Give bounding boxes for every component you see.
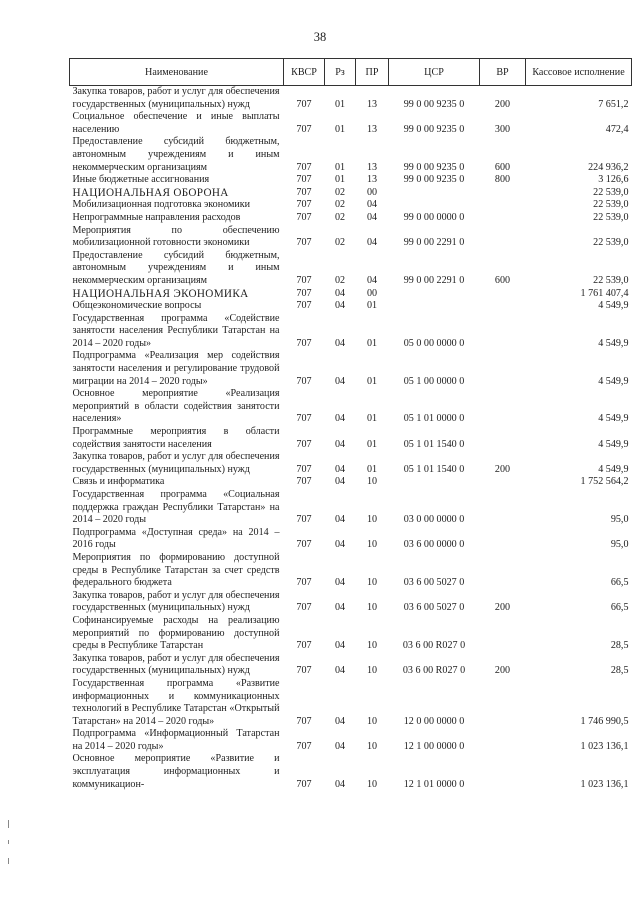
cell-rz: 04 — [334, 577, 346, 589]
cell-vr: 600 — [494, 274, 511, 286]
table-row — [70, 552, 632, 590]
cell-vr — [480, 527, 526, 552]
cell-name: Государственная программа «Развитие информационных и коммуникационных технологий в Республике Татарстан «Открытый Татарстан» на 2014 – 2020 годы» — [72, 677, 280, 727]
cell-name: Основное мероприятие «Реализация мероприятий в области содействия занятости населения» — [72, 388, 280, 425]
cell-csr: 03 6 00 5027 0 — [403, 602, 465, 614]
table-row — [70, 187, 632, 200]
cell-kvsr: 707 — [296, 123, 312, 135]
budget-table — [69, 58, 632, 791]
header-kvsr: КВСР — [284, 59, 325, 86]
cell-kvsr: 707 — [296, 640, 312, 652]
cell-kvsr: 707 — [296, 539, 312, 551]
cell-vr — [480, 187, 526, 200]
cell-rz: 04 — [334, 287, 346, 299]
cell-kvsr: 707 — [296, 375, 312, 387]
cell-kvsr: 707 — [296, 98, 312, 110]
cell-kvsr: 707 — [296, 778, 312, 790]
cell-vr: 200 — [494, 463, 511, 475]
cell-kvsr: 707 — [296, 211, 312, 223]
cell-sum: 1 752 564,2 — [580, 476, 629, 488]
cell-vr — [480, 426, 526, 451]
cell-pr: 13 — [366, 123, 378, 135]
cell-pr: 13 — [366, 98, 378, 110]
cell-kvsr: 707 — [296, 740, 312, 752]
cell-name: Связь и информатика — [72, 476, 165, 488]
cell-rz: 04 — [334, 413, 346, 425]
table-row — [70, 678, 632, 728]
table-row — [70, 288, 632, 301]
table-row — [70, 653, 632, 678]
cell-vr — [480, 313, 526, 351]
cell-pr: 10 — [366, 740, 378, 752]
cell-sum: 472,4 — [605, 123, 629, 135]
table-row — [70, 225, 632, 250]
cell-pr: 01 — [366, 375, 378, 387]
cell-csr: 05 1 01 1540 0 — [403, 438, 465, 450]
cell-name: Мероприятия по обеспечению мобилизационной готовности экономики — [72, 224, 280, 249]
table-row — [70, 86, 632, 112]
cell-csr — [389, 288, 480, 301]
cell-pr: 01 — [366, 300, 378, 312]
table-header — [70, 59, 632, 86]
cell-sum: 3 126,6 — [598, 174, 629, 186]
cell-name: Закупка товаров, работ и услуг для обеспечения государственных (муниципальных) нужд — [72, 652, 280, 677]
cell-kvsr: 707 — [296, 186, 312, 198]
cell-sum: 224 936,2 — [588, 161, 629, 173]
cell-pr: 04 — [366, 237, 378, 249]
cell-vr: 200 — [494, 665, 511, 677]
cell-pr: 10 — [366, 665, 378, 677]
table-row — [70, 111, 632, 136]
cell-name: Софинансируемые расходы на реализацию мероприятий по формированию доступной среды в Республике Татарстан — [72, 614, 280, 652]
table-row — [70, 728, 632, 753]
table-row — [70, 615, 632, 653]
cell-name: Общеэкономические вопросы — [72, 300, 202, 312]
cell-rz: 01 — [334, 174, 346, 186]
cell-name: Предоставление субсидий бюджетным, автономным учреждениям и иным некоммерческим организациям — [72, 136, 280, 173]
cell-rz: 04 — [334, 602, 346, 614]
cell-vr — [480, 753, 526, 791]
cell-vr — [480, 678, 526, 728]
page-number: 38 — [313, 30, 327, 44]
cell-rz: 04 — [334, 740, 346, 752]
cell-pr: 01 — [366, 413, 378, 425]
cell-vr — [480, 476, 526, 489]
header-name: Наименование — [70, 59, 284, 86]
cell-rz: 02 — [334, 186, 346, 198]
cell-csr: 05 0 00 0000 0 — [403, 337, 465, 349]
cell-kvsr: 707 — [296, 199, 312, 211]
cell-sum: 4 549,9 — [598, 375, 629, 387]
cell-rz: 02 — [334, 274, 346, 286]
cell-csr: 03 6 00 R027 0 — [402, 665, 466, 677]
cell-kvsr: 707 — [296, 514, 312, 526]
cell-rz: 02 — [334, 199, 346, 211]
cell-sum: 95,0 — [610, 514, 629, 526]
cell-pr: 00 — [366, 186, 378, 198]
cell-name: Подпрограмма «Доступная среда» на 2014 – 2016 годы — [72, 526, 280, 551]
cell-name: Предоставление субсидий бюджетным, автономным учреждениям и иным некоммерческим организациям — [72, 249, 280, 286]
cell-kvsr: 707 — [296, 174, 312, 186]
cell-csr: 05 1 00 0000 0 — [403, 375, 465, 387]
margin-mark — [8, 840, 9, 844]
cell-kvsr: 707 — [296, 237, 312, 249]
cell-name: Государственная программа «Содействие занятости населения Республики Татарстан на 2014 – 2020 годы» — [72, 312, 280, 349]
cell-rz: 04 — [334, 300, 346, 312]
cell-vr — [480, 288, 526, 301]
cell-pr: 04 — [366, 199, 378, 211]
cell-vr — [480, 199, 526, 212]
table-row — [70, 426, 632, 451]
cell-pr: 01 — [366, 337, 378, 349]
cell-csr: 99 0 00 2291 0 — [403, 237, 465, 249]
cell-vr: 300 — [494, 123, 511, 135]
cell-pr: 10 — [366, 539, 378, 551]
cell-sum: 22 539,0 — [593, 186, 629, 198]
cell-name: Мобилизационная подготовка экономики — [72, 199, 251, 211]
table-row — [70, 300, 632, 313]
cell-name: НАЦИОНАЛЬНАЯ ЭКОНОМИКА — [72, 287, 249, 300]
cell-name: Государственная программа «Социальная поддержка граждан Республики Татарстан» на 2014 – 2020 годы — [72, 489, 280, 526]
cell-rz: 04 — [334, 778, 346, 790]
table-row — [70, 313, 632, 351]
table-row — [70, 388, 632, 426]
table-row — [70, 174, 632, 187]
cell-csr: 12 1 00 0000 0 — [403, 740, 465, 752]
cell-name: Закупка товаров, работ и услуг для обеспечения государственных (муниципальных) нужд — [72, 451, 280, 475]
table-row — [70, 590, 632, 615]
cell-pr: 01 — [366, 463, 378, 475]
cell-csr: 03 6 00 0000 0 — [403, 539, 465, 551]
table-row — [70, 527, 632, 552]
cell-pr: 10 — [366, 640, 378, 652]
cell-kvsr: 707 — [296, 476, 312, 488]
header-csr: ЦСР — [389, 59, 480, 86]
cell-pr: 10 — [366, 602, 378, 614]
cell-vr: 600 — [494, 161, 511, 173]
cell-sum: 4 549,9 — [598, 337, 629, 349]
cell-csr: 03 6 00 R027 0 — [402, 640, 466, 652]
cell-pr: 10 — [366, 577, 378, 589]
cell-sum: 1 023 136,1 — [580, 778, 629, 790]
cell-vr — [480, 225, 526, 250]
cell-csr: 99 0 00 9235 0 — [403, 98, 465, 110]
cell-name: НАЦИОНАЛЬНАЯ ОБОРОНА — [72, 186, 229, 199]
cell-name: Социальное обеспечение и иные выплаты населению — [72, 111, 280, 135]
table-row — [70, 136, 632, 174]
cell-sum: 95,0 — [610, 539, 629, 551]
cell-sum: 1 023 136,1 — [580, 740, 629, 752]
cell-name: Программные мероприятия в области содействия занятости населения — [72, 426, 280, 450]
cell-rz: 04 — [334, 539, 346, 551]
cell-kvsr: 707 — [296, 438, 312, 450]
table-row — [70, 250, 632, 288]
table-row — [70, 489, 632, 527]
cell-csr: 99 0 00 0000 0 — [403, 211, 465, 223]
cell-csr — [389, 300, 480, 313]
cell-sum: 22 539,0 — [593, 237, 629, 249]
cell-kvsr: 707 — [296, 161, 312, 173]
cell-sum: 1 746 990,5 — [580, 715, 629, 727]
cell-name: Мероприятия по формированию доступной среды в Республике Татарстан за счет средств федерального бюджета — [72, 551, 280, 589]
table-row — [70, 753, 632, 791]
cell-sum: 7 651,2 — [598, 98, 629, 110]
cell-csr: 03 0 00 0000 0 — [403, 514, 465, 526]
cell-name: Подпрограмма «Реализация мер содействия занятости населения и регулирование трудовой миграции на 2014 – 2020 годы» — [72, 350, 280, 387]
cell-sum: 4 549,9 — [598, 463, 629, 475]
cell-csr — [389, 199, 480, 212]
cell-sum: 28,5 — [610, 640, 629, 652]
margin-mark — [8, 858, 9, 864]
cell-sum: 4 549,9 — [598, 413, 629, 425]
cell-kvsr: 707 — [296, 300, 312, 312]
cell-csr: 12 1 01 0000 0 — [403, 778, 465, 790]
cell-pr: 10 — [366, 476, 378, 488]
cell-rz: 01 — [334, 161, 346, 173]
cell-kvsr: 707 — [296, 287, 312, 299]
cell-vr: 200 — [494, 602, 511, 614]
cell-csr: 03 6 00 5027 0 — [403, 577, 465, 589]
cell-kvsr: 707 — [296, 413, 312, 425]
cell-vr — [480, 489, 526, 527]
cell-rz: 02 — [334, 237, 346, 249]
cell-csr: 05 1 01 1540 0 — [403, 463, 465, 475]
cell-pr: 04 — [366, 274, 378, 286]
header-vr: ВР — [480, 59, 526, 86]
table-row — [70, 212, 632, 225]
margin-mark — [8, 820, 9, 828]
cell-rz: 04 — [334, 640, 346, 652]
cell-rz: 04 — [334, 476, 346, 488]
cell-rz: 04 — [334, 463, 346, 475]
cell-name: Непрограммные направления расходов — [72, 211, 241, 223]
cell-kvsr: 707 — [296, 602, 312, 614]
cell-rz: 01 — [334, 98, 346, 110]
cell-rz: 02 — [334, 211, 346, 223]
cell-pr: 13 — [366, 161, 378, 173]
cell-kvsr: 707 — [296, 337, 312, 349]
table-row — [70, 350, 632, 388]
cell-rz: 01 — [334, 123, 346, 135]
cell-pr: 13 — [366, 174, 378, 186]
cell-csr — [389, 187, 480, 200]
table-row — [70, 451, 632, 476]
cell-vr — [480, 728, 526, 753]
cell-csr: 99 0 00 9235 0 — [403, 161, 465, 173]
header-pr: ПР — [356, 59, 389, 86]
table-row — [70, 476, 632, 489]
cell-rz: 04 — [334, 375, 346, 387]
cell-pr: 00 — [366, 287, 378, 299]
cell-kvsr: 707 — [296, 715, 312, 727]
cell-rz: 04 — [334, 438, 346, 450]
cell-csr — [389, 476, 480, 489]
cell-vr — [480, 300, 526, 313]
table-row — [70, 199, 632, 212]
cell-name: Иные бюджетные ассигнования — [72, 174, 210, 186]
cell-pr: 10 — [366, 778, 378, 790]
cell-sum: 28,5 — [610, 665, 629, 677]
cell-rz: 04 — [334, 514, 346, 526]
cell-vr — [480, 350, 526, 388]
cell-name: Подпрограмма «Информационный Татарстан на 2014 – 2020 годы» — [72, 728, 280, 752]
cell-vr — [480, 212, 526, 225]
table-body — [70, 86, 632, 792]
cell-kvsr: 707 — [296, 577, 312, 589]
cell-sum: 22 539,0 — [593, 199, 629, 211]
cell-rz: 04 — [334, 665, 346, 677]
cell-kvsr: 707 — [296, 665, 312, 677]
cell-pr: 10 — [366, 514, 378, 526]
cell-name: Закупка товаров, работ и услуг для обеспечения государственных (муниципальных) нужд — [72, 589, 280, 614]
cell-csr: 05 1 01 0000 0 — [403, 413, 465, 425]
cell-vr — [480, 615, 526, 653]
cell-kvsr: 707 — [296, 274, 312, 286]
cell-name: Закупка товаров, работ и услуг для обеспечения государственных (муниципальных) нужд — [72, 86, 280, 110]
cell-sum: 22 539,0 — [593, 211, 629, 223]
cell-name: Основное мероприятие «Развитие и эксплуатация информационных и коммуникацион- — [72, 753, 280, 790]
cell-vr — [480, 552, 526, 590]
cell-sum: 4 549,9 — [598, 438, 629, 450]
cell-pr: 01 — [366, 438, 378, 450]
cell-kvsr: 707 — [296, 463, 312, 475]
cell-vr: 800 — [494, 174, 511, 186]
cell-sum: 1 761 407,4 — [580, 287, 629, 299]
cell-csr: 99 0 00 9235 0 — [403, 174, 465, 186]
header-sum: Кассовое исполнение — [526, 59, 632, 86]
cell-vr — [480, 388, 526, 426]
cell-sum: 4 549,9 — [598, 300, 629, 312]
cell-sum: 66,5 — [610, 577, 629, 589]
cell-csr: 12 0 00 0000 0 — [403, 715, 465, 727]
header-rz: Рз — [325, 59, 356, 86]
cell-pr: 04 — [366, 211, 378, 223]
cell-vr: 200 — [494, 98, 511, 110]
cell-rz: 04 — [334, 337, 346, 349]
cell-sum: 66,5 — [610, 602, 629, 614]
cell-rz: 04 — [334, 715, 346, 727]
cell-csr: 99 0 00 2291 0 — [403, 274, 465, 286]
cell-pr: 10 — [366, 715, 378, 727]
cell-csr: 99 0 00 9235 0 — [403, 123, 465, 135]
cell-sum: 22 539,0 — [593, 274, 629, 286]
